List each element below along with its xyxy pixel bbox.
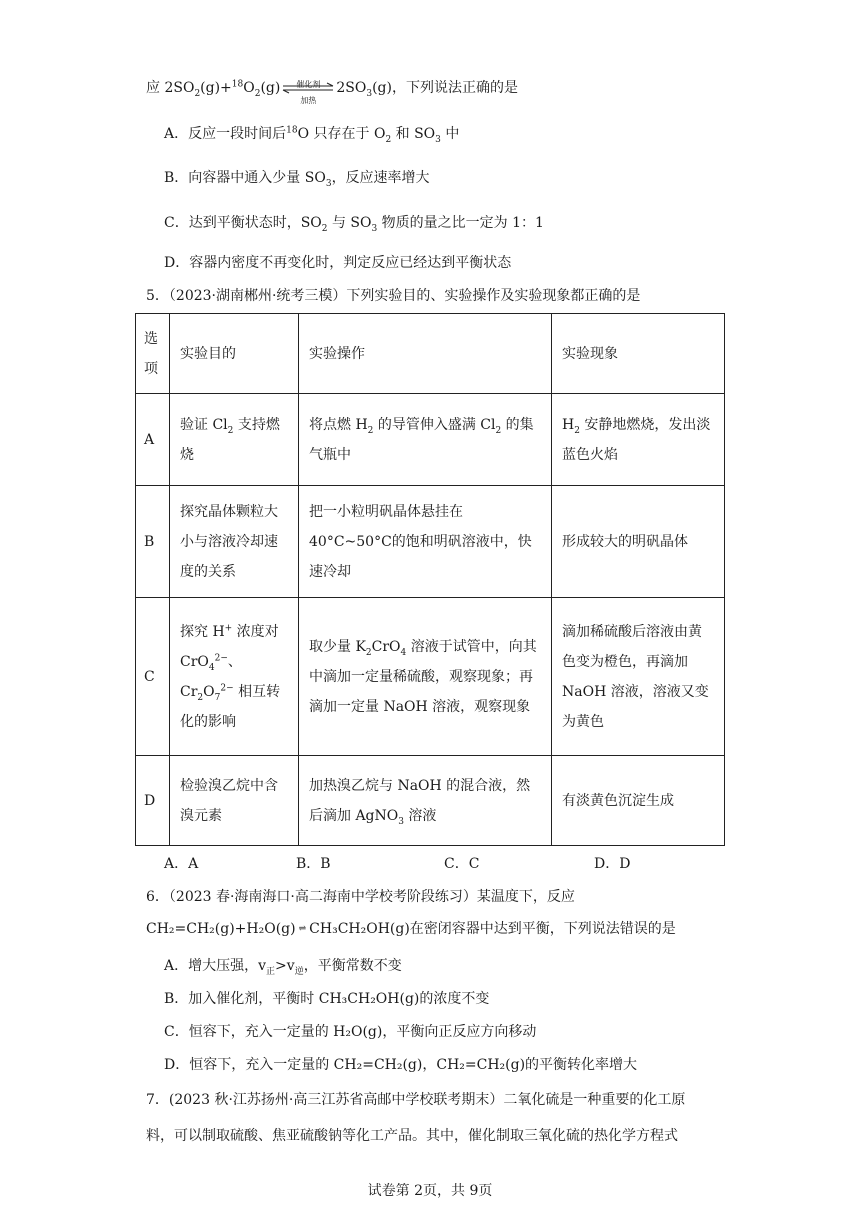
q4-option-c: C．达到平衡状态时，$SO_2$ 与 $SO_3$ 物质的量之比一定为 1：1 bbox=[164, 215, 544, 234]
row-operation: 将点燃 $H_2$ 的导管伸入盛满 $Cl_2$ 的集气瓶中 bbox=[299, 394, 552, 486]
table-row bbox=[136, 394, 725, 486]
equilibrium-arrow-icon: ⇌ bbox=[298, 923, 307, 934]
reversible-arrow-icon: 催化剂 加热 bbox=[281, 78, 335, 98]
q6-option-c: C．恒容下，充入一定量的 H₂O(g)，平衡向正反应方向移动 bbox=[164, 1024, 537, 1040]
q5-answer-c: C．C bbox=[444, 856, 480, 872]
header-phenomenon: 实验现象 bbox=[552, 314, 725, 394]
q4-option-a: A．反应一段时间后$^{18}$O 只存在于 $O_2$ 和 $SO_3$ 中 bbox=[164, 125, 460, 145]
q5-answer-b: B．B bbox=[296, 856, 331, 872]
table-row bbox=[136, 486, 725, 598]
row-operation: 取少量 $K_2CrO_4$ 溶液于试管中，向其中滴加一定量稀硫酸，观察现象；再滴加一定量 NaOH 溶液，观察现象 bbox=[299, 598, 552, 756]
page-footer: 试卷第 2页，共 9页 bbox=[367, 1183, 493, 1199]
q5-stem: 5．（2023·湖南郴州·统考三模）下列实验目的、实验操作及实验现象都正确的是 bbox=[146, 288, 641, 304]
row-phenomenon: 滴加稀硫酸后溶液由黄色变为橙色，再滴加 NaOH 溶液，溶液又变为黄色 bbox=[552, 598, 725, 756]
row-operation: 加热溴乙烷与 NaOH 的混合液，然后滴加 AgNO$_3$ 溶液 bbox=[299, 756, 552, 846]
row-operation: 把一小粒明矾晶体悬挂在40°C~50°C的饱和明矾溶液中，快速冷却 bbox=[299, 486, 552, 598]
q7-line-1: 7．(2023 秋·江苏扬州·高三江苏省高邮中学校联考期末）二氧化硫是一种重要的化工原 bbox=[146, 1092, 686, 1108]
q4-option-b: B．向容器中通入少量 $SO_3$，反应速率增大 bbox=[164, 170, 430, 189]
q5-answer-a: A．A bbox=[164, 856, 199, 872]
row-option: D bbox=[136, 756, 170, 846]
table-row bbox=[136, 598, 725, 756]
table-row bbox=[136, 756, 725, 846]
row-purpose: 验证 $Cl_2$ 支持燃烧 bbox=[170, 394, 299, 486]
row-purpose: 检验溴乙烷中含溴元素 bbox=[170, 756, 299, 846]
q4-stem: 应 $2SO_2(g)+^{18}O_2(g)$ 催化剂 加热 $2SO_3(g)$，下列说法正确的是 bbox=[146, 79, 518, 105]
table-header-row bbox=[136, 314, 725, 394]
q7-line-2: 料，可以制取硫酸、焦亚硫酸钠等化工产品。其中，催化制取三氧化硫的热化学方程式 bbox=[146, 1128, 678, 1144]
q6-option-d: D．恒容下，充入一定量的 CH₂=CH₂(g)，CH₂=CH₂(g)的平衡转化率增大 bbox=[164, 1057, 638, 1073]
header-option: 选项 bbox=[136, 314, 170, 394]
q5-table bbox=[135, 313, 725, 846]
row-option: C bbox=[136, 598, 170, 756]
row-purpose: 探究 H+ 浓度对 CrO$_4^{2-}$、$Cr_2O_7^{2-}$ 相互转化的影响 bbox=[170, 598, 299, 756]
row-purpose: 探究晶体颗粒大小与溶液冷却速度的关系 bbox=[170, 486, 299, 598]
header-purpose: 实验目的 bbox=[170, 314, 299, 394]
row-phenomenon: 有淡黄色沉淀生成 bbox=[552, 756, 725, 846]
q6-option-b: B．加入催化剂，平衡时 CH₃CH₂OH(g)的浓度不变 bbox=[164, 991, 490, 1007]
row-phenomenon: $H_2$ 安静地燃烧，发出淡蓝色火焰 bbox=[552, 394, 725, 486]
row-option: A bbox=[136, 394, 170, 486]
q6-equation: CH₂=CH₂(g)+H₂O(g) ⇌ CH₃CH₂OH(g)在密闭容器中达到平衡，下列说法错误的是 bbox=[146, 921, 676, 937]
row-phenomenon: 形成较大的明矾晶体 bbox=[552, 486, 725, 598]
q6-option-a: A．增大压强，$v_正>v_逆$，平衡常数不变 bbox=[164, 958, 402, 977]
q6-stem: 6．（2023 春·海南海口·高二海南中学校考阶段练习）某温度下，反应 bbox=[146, 889, 575, 905]
q4-option-d: D．容器内密度不再变化时，判定反应已经达到平衡状态 bbox=[164, 255, 512, 271]
q5-answer-d: D．D bbox=[594, 856, 631, 872]
header-operation: 实验操作 bbox=[299, 314, 552, 394]
row-option: B bbox=[136, 486, 170, 598]
